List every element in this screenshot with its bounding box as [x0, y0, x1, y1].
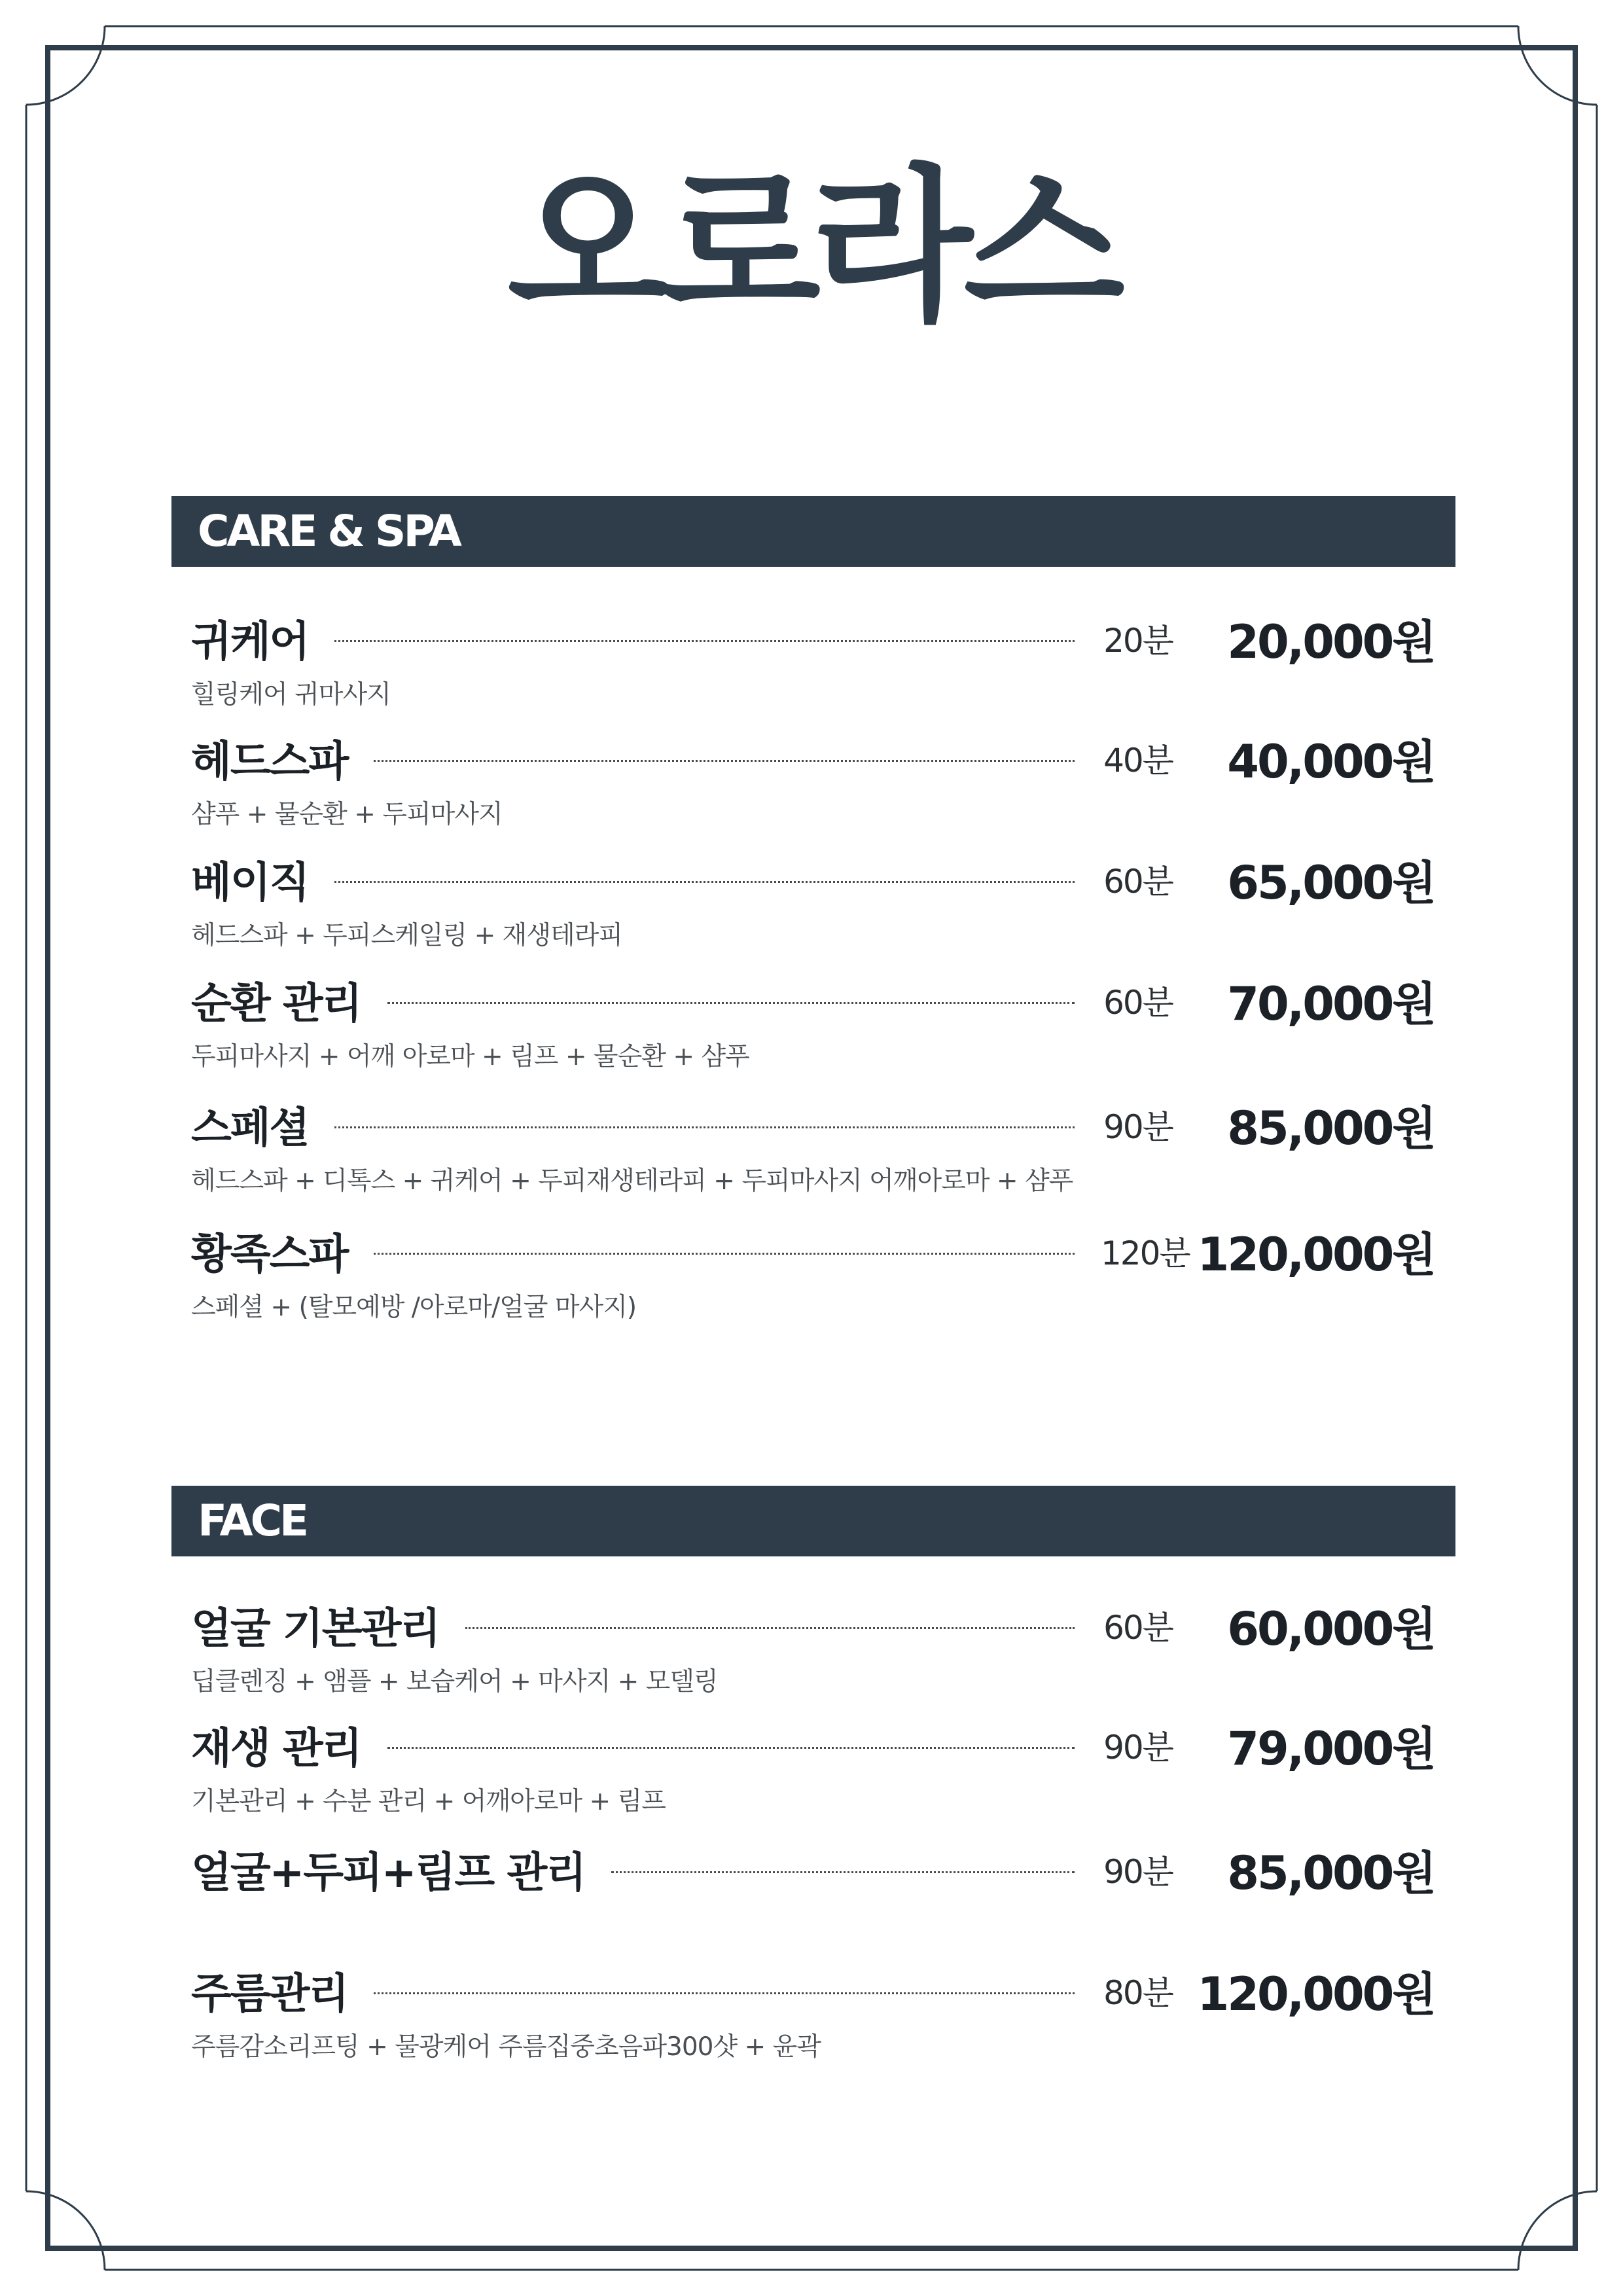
item-description: 딥클렌징 + 앰플 + 보습케어 + 마사지 + 모델링 [191, 1667, 718, 1696]
dotted-leader [374, 760, 1075, 762]
item-price: 120,000원 [1197, 1967, 1435, 2021]
item-duration: 80분 [1103, 1974, 1173, 2012]
item-name: 얼굴 기본관리 [191, 1605, 440, 1653]
item-price: 20,000원 [1227, 615, 1435, 669]
item-duration: 60분 [1103, 1609, 1173, 1647]
dotted-leader [334, 1126, 1075, 1128]
item-name: 얼굴+두피+림프 관리 [191, 1849, 586, 1897]
item-duration: 90분 [1103, 1853, 1173, 1891]
item-price: 60,000원 [1227, 1602, 1435, 1656]
menu-item [191, 1840, 1435, 1938]
dotted-leader [374, 1253, 1075, 1255]
dotted-leader [334, 640, 1075, 642]
item-price: 120,000원 [1197, 1227, 1435, 1282]
menu-item [191, 1961, 1435, 2062]
dotted-leader [334, 881, 1075, 883]
item-duration: 60분 [1103, 984, 1173, 1022]
item-description: 스페셜 + (탈모예방 /아로마/얼굴 마사지) [191, 1293, 637, 1322]
item-name: 스페셜 [191, 1104, 309, 1153]
item-price: 85,000원 [1227, 1101, 1435, 1155]
item-price: 79,000원 [1227, 1721, 1435, 1776]
item-description: 기본관리 + 수분 관리 + 어깨아로마 + 림프 [191, 1787, 666, 1816]
menu-item [191, 850, 1435, 948]
dotted-leader [387, 1002, 1075, 1004]
menu-item [191, 1715, 1435, 1814]
menu-item [191, 609, 1435, 707]
section-heading: CARE & SPA [198, 506, 459, 556]
item-price: 70,000원 [1227, 977, 1435, 1031]
item-price: 40,000원 [1227, 734, 1435, 789]
item-name: 주름관리 [191, 1970, 348, 2018]
item-name: 황족스파 [191, 1230, 348, 1279]
item-description: 헤드스파 + 두피스케일링 + 재생테라피 [191, 921, 623, 950]
item-description: 힐링케어 귀마사지 [191, 680, 391, 709]
item-description: 주름감소리프팅 + 물광케어 주름집중초음파300샷 + 윤곽 [191, 2032, 821, 2062]
item-description: 헤드스파 + 디톡스 + 귀케어 + 두피재생테라피 + 두피마사지 어깨아로마 + 샴푸 [191, 1166, 1073, 1196]
dotted-leader [374, 1992, 1075, 1994]
section-heading: FACE [198, 1496, 307, 1546]
item-description: 샴푸 + 물순환 + 두피마사지 [191, 800, 503, 829]
menu-item [191, 971, 1435, 1069]
item-duration: 90분 [1103, 1108, 1173, 1146]
item-duration: 40분 [1103, 742, 1173, 780]
page-title: 오로라스 [507, 150, 1116, 344]
item-duration: 60분 [1103, 863, 1173, 901]
item-price: 65,000원 [1227, 855, 1435, 910]
item-name: 순환 관리 [191, 980, 361, 1028]
menu-item [191, 1221, 1435, 1322]
item-name: 귀케어 [191, 618, 309, 666]
item-duration: 20분 [1103, 622, 1173, 660]
menu-item [191, 1095, 1435, 1196]
item-name: 베이직 [191, 859, 309, 907]
menu-item [191, 1596, 1435, 1694]
section-header-care-spa [171, 496, 1455, 567]
dotted-leader [465, 1627, 1075, 1629]
item-duration: 120분 [1101, 1234, 1190, 1272]
item-name: 헤드스파 [191, 738, 348, 786]
item-duration: 90분 [1103, 1729, 1173, 1767]
item-name: 재생 관리 [191, 1725, 361, 1773]
item-price: 85,000원 [1227, 1846, 1435, 1900]
dotted-leader [387, 1747, 1075, 1749]
menu-item [191, 728, 1435, 827]
item-description: 두피마사지 + 어깨 아로마 + 림프 + 물순환 + 샴푸 [191, 1042, 749, 1071]
section-header-face [171, 1486, 1455, 1556]
dotted-leader [611, 1871, 1075, 1873]
